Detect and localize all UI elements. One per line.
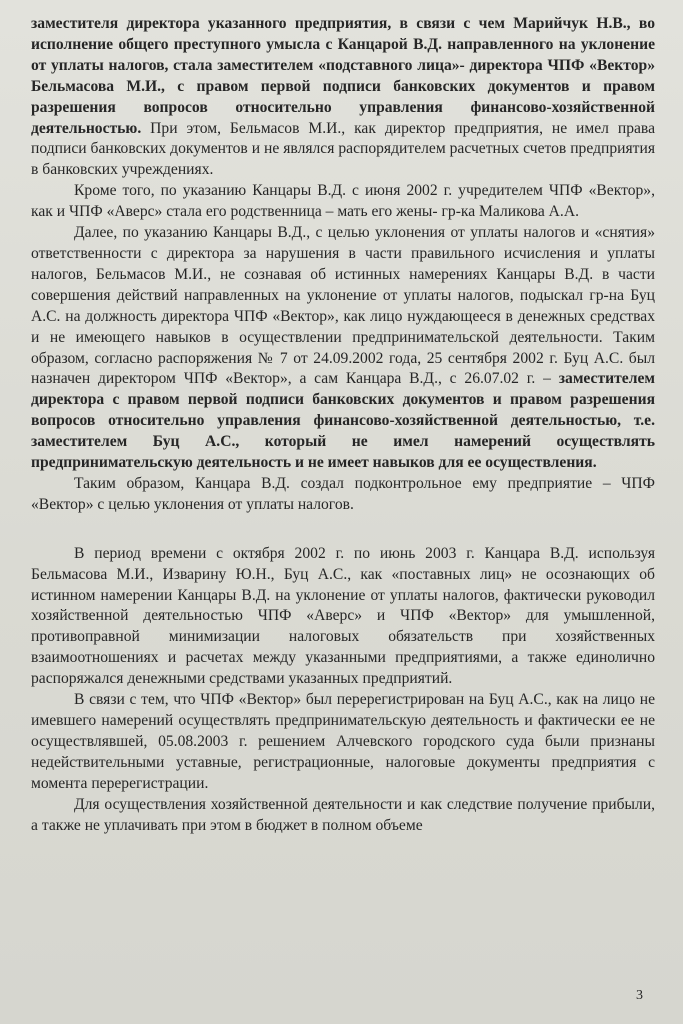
paragraph-3-text: Далее, по указанию Канцары В.Д., с целью уклонения от уплаты налогов и «снятия» ответственности с директора за нарушения в части правильного исчисления и уплаты налогов, Бельмасов М.И., не сознавая об истинных намерениях Канцары В.Д. в части совершения действий направленных на уклонение от уплаты налогов, подыскал гр-на Буц А.С. на должность директора ЧПФ «Вектор», как лицо нуждающееся в денежных средствах и не имеющего навыков в осуществлении предпринимательской деятельности. Таким образом, согласно распоряжения № 7 от 24.09.2002 года, 25 сентября 2002 г. Буц А.С. был назначен директором ЧПФ «Вектор», а сам Канцара В.Д., с 26.07.02 г. –: [31, 224, 655, 388]
paragraph-4-text: Таким образом, Канцара В.Д. создал подконтрольное ему предприятие – ЧПФ «Вектор» с целью уклонения от уплаты налогов.: [31, 474, 655, 513]
paragraph-7: [31, 795, 655, 837]
paragraph-gap: [31, 516, 655, 544]
paragraph-7-text: Для осуществления хозяйственной деятельности и как следствие получение прибыли, а также не уплачивать при этом в бюджет в полном объеме: [31, 795, 655, 834]
paragraph-2-text: Кроме того, по указанию Канцары В.Д. с июня 2002 г. учредителем ЧПФ «Вектор», как и ЧПФ «Аверс» стала его родственница – мать его жены- гр-ка Маликова А.А.: [31, 182, 655, 221]
paragraph-6-text: В связи с тем, что ЧПФ «Вектор» был перерегистрирован на Буц А.С., как на лицо не имевшего намерений осуществлять предпринимательскую деятельность и фактически ее не осуществлявшей, 05.08.2003 г. решением Алчевского городского суда были признаны недействительными уставные, регистрационные, налоговые документы предприятия с момента перерегистрации.: [31, 691, 655, 792]
paragraph-6: [31, 690, 655, 795]
page-number: 3: [636, 988, 643, 1003]
paragraph-1-bold-text: заместителя директора указанного предприятия, в связи с чем Марийчук Н.В., во исполнение общего преступного умысла с Канцарой В.Д. направленного на уклонение от уплаты налогов, стала заместителем «подставного лица»- директора ЧПФ «Вектор» Бельмасова М.И., с правом первой подписи банковских документов и правом разрешения вопросов относительно управления финансово-хозяйственной деятельностью.: [31, 15, 655, 137]
paragraph-2: [31, 181, 655, 223]
paragraph-5-text: В период времени с октября 2002 г. по июнь 2003 г. Канцара В.Д. используя Бельмасова М.И., Изварину Ю.Н., Буц А.С., как «поставных лиц» не осознающих об истинном намерении Канцары В.Д. на уклонение от уплаты налогов, фактически руководил хозяйственной деятельностью ЧПФ «Аверс» и ЧПФ «Вектор» для умышленной, противоправной минимизации налоговых обязательств при хозяйственных взаимоотношениях и расчетах между указанными предприятиями, а также единолично распоряжался денежными средствами указанных предприятий.: [31, 544, 655, 688]
paragraph-3-bold-text: заместителем директора с правом первой подписи банковских документов и правом разрешения вопросов относительно управления финансово-хозяйственной деятельностью, т.е. заместителем Буц А.С., который не имел намерений осуществлять предпринимательскую деятельность и не имеет навыков для ее осуществления.: [31, 370, 655, 472]
paragraph-1: [31, 14, 655, 181]
paragraph-4: [31, 474, 655, 516]
paragraph-5: [31, 544, 655, 690]
paragraph-1-text: При этом, Бельмасов М.И., как директор предприятия, не имел права подписи банковских документов и не являлся распорядителем расчетных счетов предприятия в банковских учреждениях.: [31, 119, 655, 179]
paragraph-3: [31, 223, 655, 474]
